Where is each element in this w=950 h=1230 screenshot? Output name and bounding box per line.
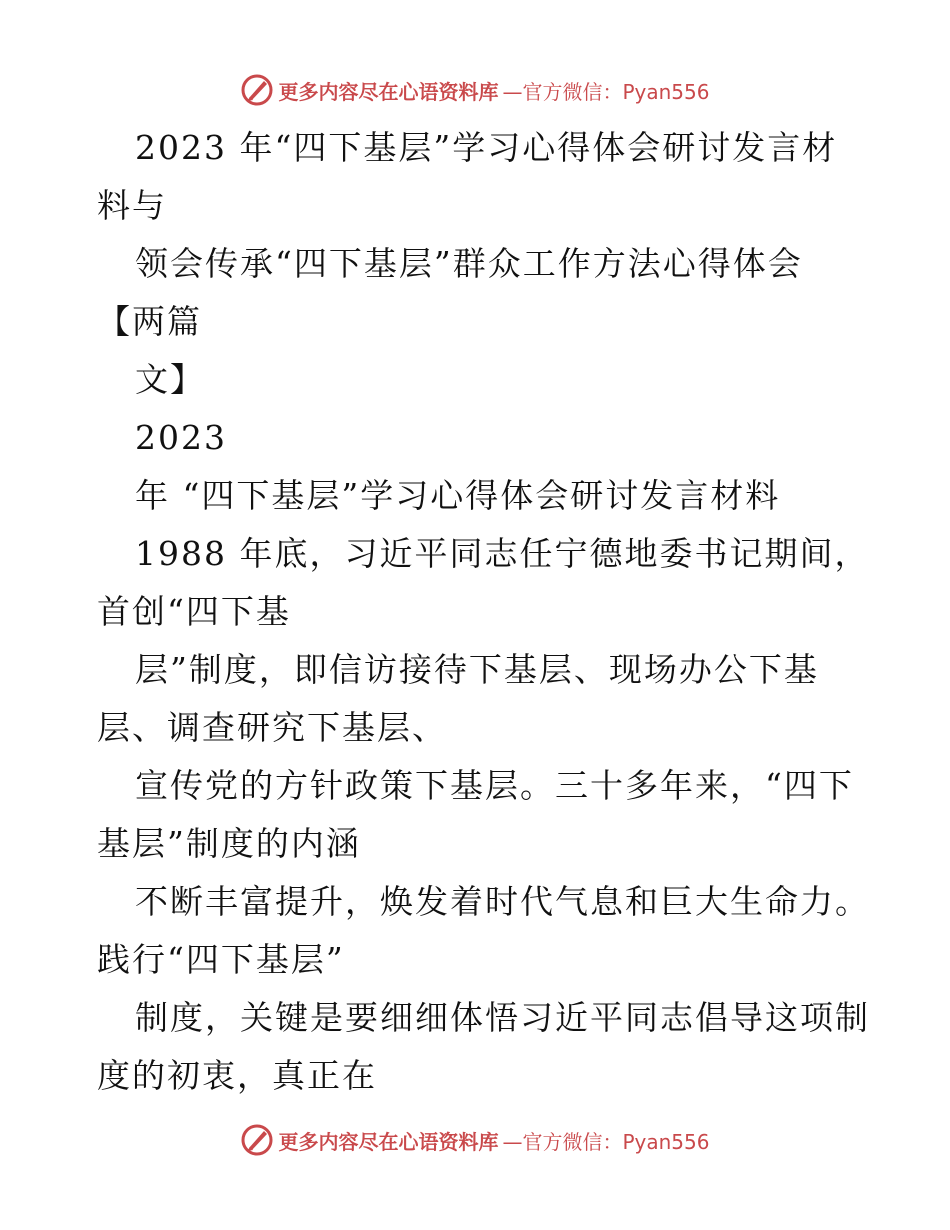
footer-watermark-banner	[0, 1120, 950, 1160]
text-line: 首创“四下基	[97, 592, 291, 631]
banner-sub-text: —官方微信：Pyan556	[502, 1129, 710, 1154]
text-line: 1988 年底，习近平同志任宁德地委书记期间，	[135, 534, 870, 573]
text-line: 2023	[135, 418, 227, 457]
text-line: 践行“四下基层”	[97, 940, 345, 979]
text-line: 层、调查研究下基层、	[97, 708, 447, 747]
banner-main-text: 更多内容尽在心语资料库	[278, 1129, 499, 1154]
text-line: 2023 年“四下基层”学习心得体会研讨发言材	[135, 128, 838, 167]
banner-main-text: 更多内容尽在心语资料库	[278, 79, 499, 104]
text-line: 制度，关键是要细细体悟习近平同志倡导这项制	[135, 998, 870, 1037]
text-line: 领会传承“四下基层”群众工作方法心得体会	[135, 244, 803, 283]
text-line: 不断丰富提升，焕发着时代气息和巨大生命力。	[135, 882, 870, 921]
text-line: 宣传党的方针政策下基层。三十多年来，“四下	[135, 766, 854, 805]
text-line: 年 “四下基层”学习心得体会研讨发言材料	[135, 476, 781, 515]
text-line: 度的初衷，真正在	[97, 1056, 377, 1095]
pen-feather-logo-icon	[240, 1123, 274, 1157]
pen-feather-logo-icon	[240, 73, 274, 107]
header-watermark-banner	[0, 70, 950, 110]
text-line: 基层”制度的内涵	[97, 824, 361, 863]
text-line: 层”制度，即信访接待下基层、现场办公下基	[135, 650, 819, 689]
banner-sub-text: —官方微信：Pyan556	[502, 79, 710, 104]
text-line: 料与	[97, 186, 167, 225]
text-line: 【两篇	[97, 302, 202, 341]
text-line: 文】	[135, 360, 205, 399]
